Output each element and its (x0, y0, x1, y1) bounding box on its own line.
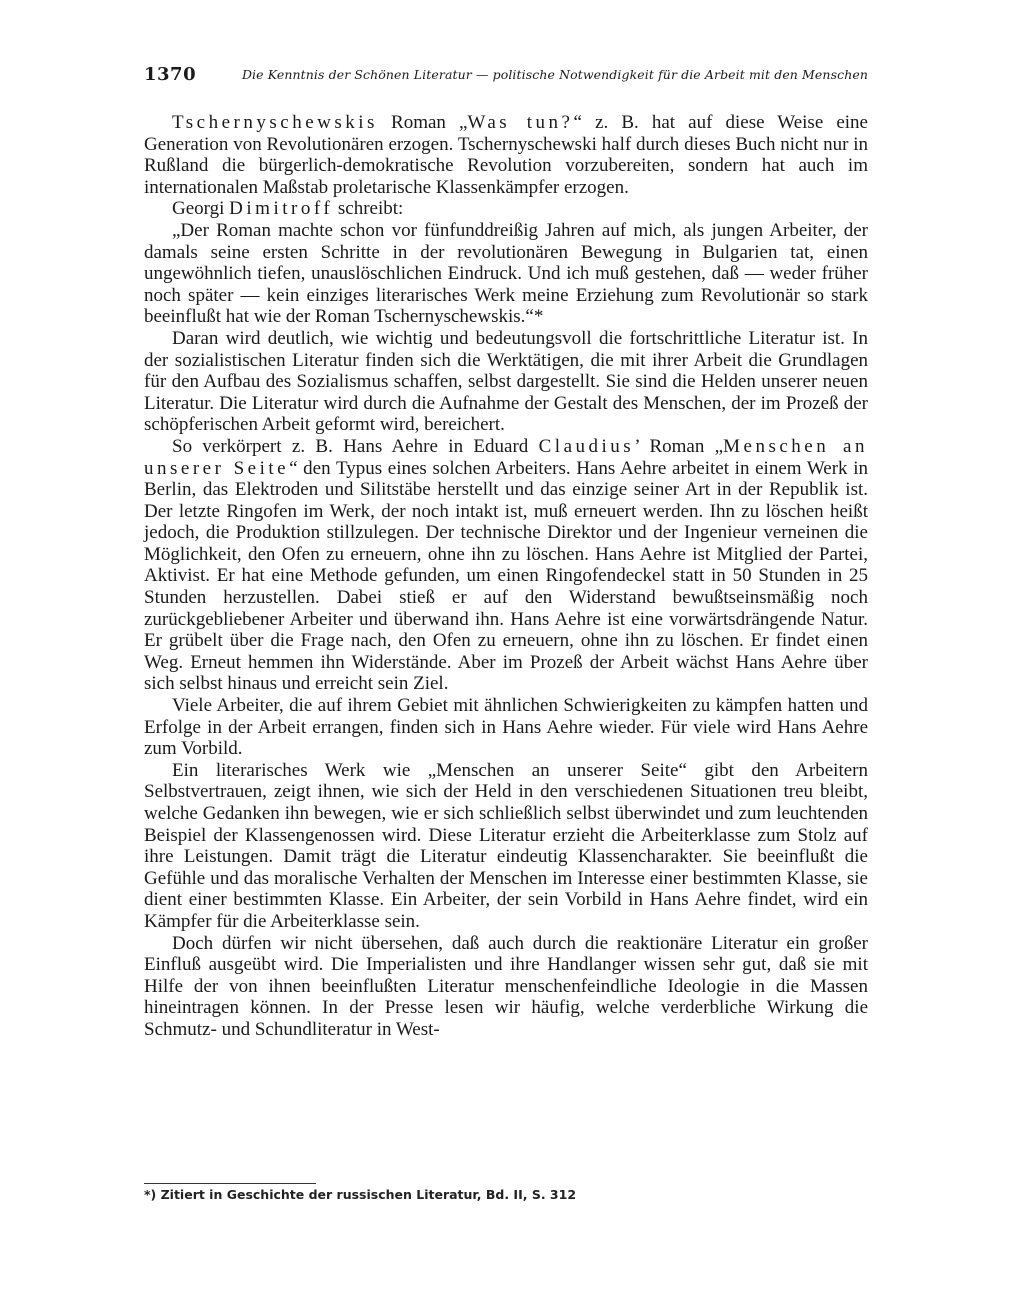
body-text (144, 112, 868, 1041)
text-segment: “ z. B. hat auf diese Weise eine Generation von Revolutionären erzogen. Tschernyschewski half durch dieses Buch nicht nur in Rußland die bürgerlich-demokratische Revolution vorzubereiten, sondern hat auch im internationalen Maßstab proletarische Klassenkämpfer erzogen. (144, 112, 868, 198)
paragraph (144, 112, 868, 198)
paragraph (144, 760, 868, 933)
text-segment: Viele Arbeiter, die auf ihrem Gebiet mit ähnlichen Schwierigkeiten zu kämpfen hatten und Erfolge in der Arbeit errangen, finden sich in Hans Aehre wieder. Für viele wird Hans Aehre zum Vorbild. (144, 695, 868, 760)
paragraph (144, 198, 868, 220)
text-segment: ’ Roman „ (634, 435, 724, 457)
text-segment: Doch dürfen wir nicht übersehen, daß auch durch die reaktionäre Literatur ein großer Einfluß ausgeübt wird. Die Imperialisten und ihre Handlanger wissen sehr gut, daß sie mit Hilfe der von ihnen beeinflußten Literatur menschenfeindliche Ideologie in die Massen hineintragen können. In der Presse lesen wir häufig, welche verderbliche Wirkung die Schmutz- und Schundliteratur in West- (144, 932, 868, 1040)
text-segment: So verkörpert z. B. Hans Aehre in Eduard (172, 435, 539, 457)
text-segment: „Der Roman machte schon vor fünfunddreißig Jahren auf mich, als jungen Arbeiter, der damals seine ersten Schritte in der revolutionären Bewegung in Bulgarien tat, einen ungewöhnlich tiefen, unauslöschlichen Eindruck. Und ich muß gestehen, daß — weder früher noch später — kein einziges literarisches Werk meine Erziehung zum Revolutionär so stark beeinflußt hat wie der Roman Tschernyschewskis.“* (144, 219, 868, 328)
paragraph (144, 695, 868, 760)
text-segment: schreibt: (333, 198, 404, 220)
page-header (144, 64, 868, 88)
text-segment: Georgi (172, 198, 230, 220)
page-number: 1370 (144, 64, 197, 85)
text-segment: Daran wird deutlich, wie wichtig und bedeutungsvoll die fortschrittliche Literatur ist. In der sozialistischen Literatur finden sich die Werktätigen, die mit ihrer Arbeit die Grundlagen für den Aufbau des Sozialismus schaffen, selbst dargestellt. Sie sind die Helden unserer neuen Literatur. Die Literatur wird durch die Aufnahme der Gestalt des Menschen, der im Prozeß der schöpferischen Arbeit geformt wird, bereichert. (144, 327, 868, 436)
emphasized-text: Tschernyschewskis (172, 112, 378, 133)
text-segment: Roman „ (377, 112, 468, 133)
emphasized-text: Dimitroff (229, 198, 334, 220)
paragraph (144, 933, 868, 1041)
running-title: Die Kenntnis der Schönen Literatur — politische Notwendigkeit für die Arbeit mit den Menschen (241, 67, 868, 82)
paragraph (144, 328, 868, 436)
emphasized-text: Claudius (538, 435, 635, 457)
emphasized-text: Was tun? (467, 112, 574, 133)
paragraph (144, 436, 868, 695)
emphasized-text: Menschen an unserer Seite (144, 435, 868, 479)
text-segment: “ den Typus eines solchen Arbeiters. Hans Aehre arbeitet in einem Werk in Berlin, das Elektroden und Silitstäbe herstellt und das einzige seiner Art in der Republik ist. Der letzte Ringofen im Werk, der noch intakt ist, muß erneuert werden. Ihn zu löschen heißt jedoch, die Produktion stillzulegen. Der technische Direktor und der Ingenieur verneinen die Möglichkeit, den Ofen zu erneuern, ohne ihn zu löschen. Hans Aehre ist Mitglied der Partei, Aktivist. Er hat eine Methode gefunden, um einen Ringofendeckel statt in 50 Stunden in 25 Stunden herzustellen. Dabei stieß er auf den Widerstand bewußtseinsmäßig noch zurückgebliebener Arbeiter und überwand ihn. Hans Aehre ist eine vorwärtsdrängende Natur. Er grübelt über die Frage nach, den Ofen zu erneuern, ohne ihn zu löschen. Er findet einen Weg. Erneut hemmen ihn Widerstände. Aber im Prozeß der Arbeit wächst Hans Aehre über sich selbst hinaus und erreicht sein Ziel. (144, 457, 868, 695)
footnote-divider (144, 1183, 316, 1184)
footnote: *) Zitiert in Geschichte der russischen Literatur, Bd. II, S. 312 (144, 1187, 577, 1202)
paragraph (144, 220, 868, 328)
text-segment: Ein literarisches Werk wie „Menschen an unserer Seite“ gibt den Arbeitern Selbstvertrauen, zeigt ihnen, wie sich der Held in den verschiedenen Situationen treu bleibt, welche Gedanken ihn bewegen, wie er sich schließlich selbst überwindet und zum leuchtenden Beispiel der Klassengenossen wird. Diese Literatur erzieht die Arbeiterklasse zum Stolz auf ihre Leistungen. Damit trägt die Literatur eindeutig Klassencharakter. Sie beeinflußt die Gefühle und das moralische Verhalten der Menschen im Interesse einer bestimmten Klasse, sie dient einer bestimmten Klasse. Ein Arbeiter, der sein Vorbild in Hans Aehre findet, wird ein Kämpfer für die Arbeiterklasse sein. (144, 759, 868, 932)
